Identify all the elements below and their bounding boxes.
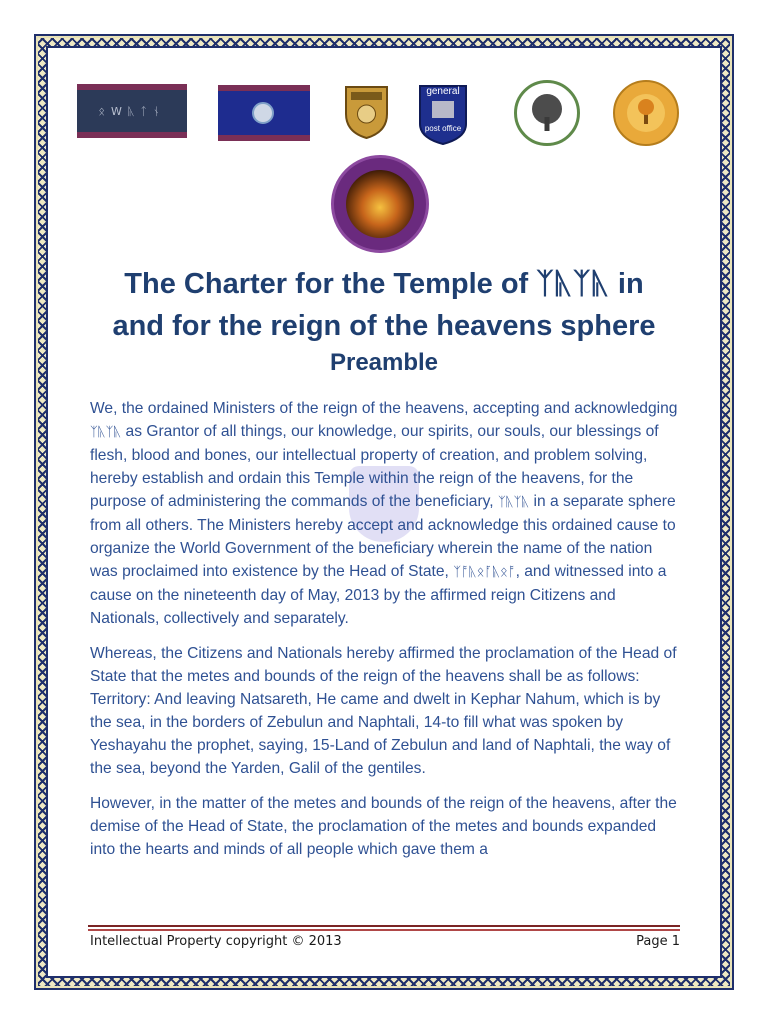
paragraph-1 <box>90 397 682 630</box>
p1-text-b: as Grantor of all things, our knowledge, our spirits, our souls, our blessings of flesh, blood and bones, our intellectual property of creation, and problem solving, hereby establish and ordain this Temple within the reign of the heavens, for the purpose of administering the commands of the beneficiary, <box>90 423 659 510</box>
footer-rule-top <box>88 925 680 927</box>
society-seal-icon <box>613 80 679 146</box>
footer-page-number: Page 1 <box>636 934 680 949</box>
flag-emblem-blue <box>218 85 310 141</box>
paragraph-2: Whereas, the Citizens and Nationals hereby affirmed the proclamation of the Head of State that the metes and bounds of the reign of the heavens shall be as follows: Territory: And leaving Natsareth, He came and dwelt in Kephar Nahum, which is by the sea, in the borders of Zebulun and Naphtali, 14-to fill what was spoken by Yeshayahu the prophet, saying, 15-Land of Zebulun and land of Naphtali, the way of the sea, beyond the Yarden, Galil of the gentiles. <box>90 645 677 777</box>
flag-seal-icon <box>252 102 274 124</box>
title-text-end: in <box>609 268 644 300</box>
post-office-label-top: general <box>426 86 460 97</box>
gold-shield-icon <box>343 84 390 140</box>
tree-icon <box>517 83 577 143</box>
post-office-label-bottom: post office <box>424 124 462 133</box>
title-glyph: ᛉᚣᛉᚣ <box>536 266 610 300</box>
footer-copyright: Intellectual Property copyright © 2013 <box>90 934 342 949</box>
p1-text-c: in a separate sphere from all others. The Ministers hereby accept and acknowledge this ordained cause to organize the World Government of the beneficiary wherein the name of the nation was proclaimed into existence by the Head of State, <box>90 493 676 580</box>
great-seal-icon <box>331 155 429 253</box>
flag-emblem-left <box>77 84 187 138</box>
p1-text-d: , and witnessed into a cause on the nineteenth day of May, 2013 by the affirmed reign Citizens and Nationals, collectively and separately. <box>90 563 667 627</box>
flag-text: ᛟWᚣᛏᚾ <box>98 104 166 118</box>
great-seal-tree-icon <box>346 170 414 238</box>
p1-glyph-2: ᛉᚣᛉᚣ <box>497 495 530 510</box>
section-heading: Preamble <box>329 349 439 376</box>
p1-text-a: We, the ordained Ministers of the reign of the heavens, accepting and acknowledging <box>90 400 678 417</box>
footer-rule-bottom <box>88 929 680 931</box>
document-body <box>90 397 682 873</box>
orange-tree-icon <box>615 82 677 144</box>
document-title <box>70 262 698 347</box>
paragraph-3: However, in the matter of the metes and bounds of the reign of the heavens, after the demise of the Head of State, the proclamation of the metes and bounds expanded into the hearts and minds of all people which gave them a <box>90 795 677 858</box>
title-text-start: The Charter for the Temple of <box>124 268 537 300</box>
title-line-2: and for the reign of the heavens sphere <box>112 310 656 342</box>
p1-glyph-1: ᛉᚣᛉᚣ <box>90 425 122 440</box>
title-line-1 <box>70 262 698 305</box>
tree-seal-icon <box>514 80 580 146</box>
p1-glyph-3: ᛉᚩᚣᛟᚪᚣᛟᚩ <box>453 565 516 580</box>
